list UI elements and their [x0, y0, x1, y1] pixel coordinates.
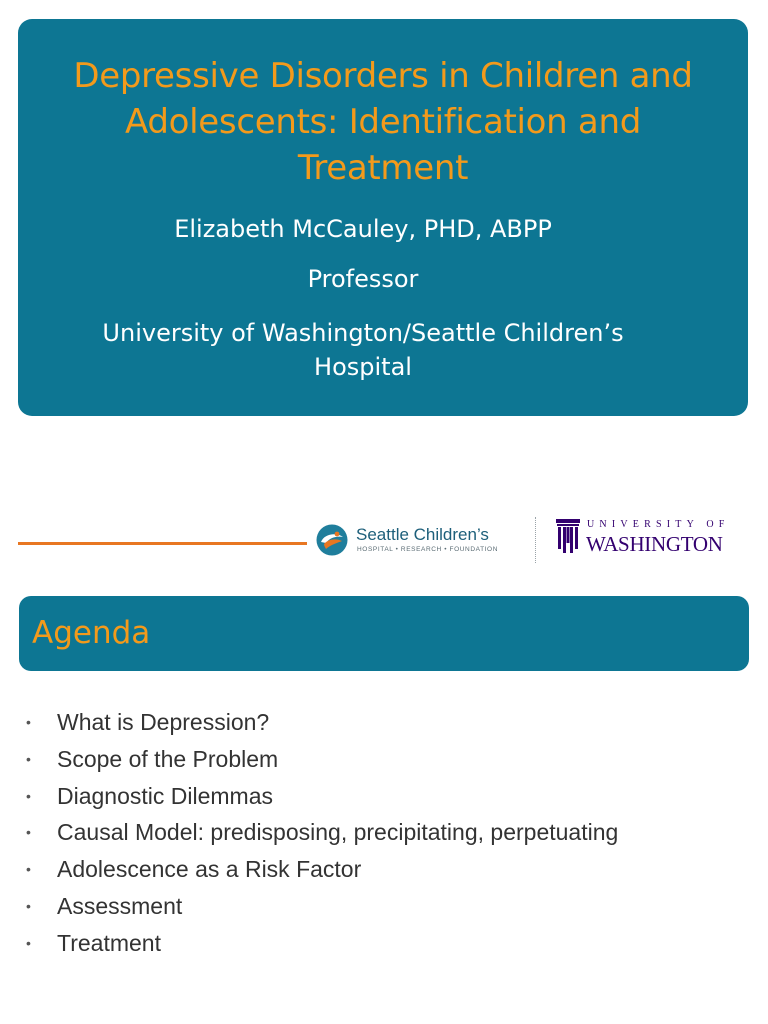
bullet: •: [26, 750, 31, 767]
agenda-item: [26, 741, 618, 778]
presentation-title: [18, 53, 748, 191]
title-banner: [18, 19, 748, 416]
agenda-item: [26, 704, 618, 741]
logo-separator: [535, 517, 536, 563]
affiliation-line: University of Washington/Seattle Children’s: [102, 319, 624, 347]
orange-divider: [18, 542, 307, 545]
seattle-childrens-logo-icon: [316, 524, 348, 556]
agenda-item: [26, 925, 618, 962]
bullet: •: [26, 934, 31, 951]
agenda-item-text: Assessment: [57, 892, 183, 919]
agenda-item: [26, 814, 618, 851]
seattle-childrens-logo: [316, 520, 526, 564]
affiliation-line: Hospital: [314, 353, 412, 381]
agenda-item-text: Scope of the Problem: [57, 745, 279, 772]
uw-main-text: WASHINGTON: [586, 532, 723, 556]
uw-logo: [556, 517, 730, 561]
bullet: •: [26, 787, 31, 804]
title-line: Treatment: [297, 148, 469, 188]
agenda-item-text: Treatment: [57, 929, 161, 956]
agenda-item: [26, 851, 618, 888]
title-line: Adolescents: Identification and: [125, 102, 641, 142]
seattle-childrens-subtitle: HOSPITAL • RESEARCH • FOUNDATION: [357, 546, 499, 553]
author-name: Elizabeth McCauley, PHD, ABPP: [174, 215, 552, 243]
agenda-header: [19, 596, 749, 671]
uw-top-text: UNIVERSITY OF: [587, 519, 730, 530]
agenda-item-text: Causal Model: predisposing, precipitating, perpetuating: [57, 819, 619, 846]
seattle-childrens-name: Seattle Children’s: [356, 525, 489, 544]
author-role: Professor: [307, 265, 419, 293]
bullet: •: [26, 897, 31, 914]
bullet: •: [26, 861, 31, 878]
uw-w-icon: [556, 517, 580, 557]
title-line: Depressive Disorders in Children and: [73, 56, 693, 96]
author-affiliation: [0, 316, 728, 384]
agenda-item-text: Diagnostic Dilemmas: [57, 782, 274, 809]
bullet: •: [26, 714, 31, 730]
agenda-item-text: What is Depression?: [57, 709, 270, 735]
agenda-item: [26, 778, 618, 815]
agenda-title: Agenda: [32, 615, 151, 651]
bullet: •: [26, 824, 31, 841]
agenda-list: [26, 704, 618, 962]
agenda-item: [26, 888, 618, 925]
agenda-item-text: Adolescence as a Risk Factor: [57, 856, 362, 883]
